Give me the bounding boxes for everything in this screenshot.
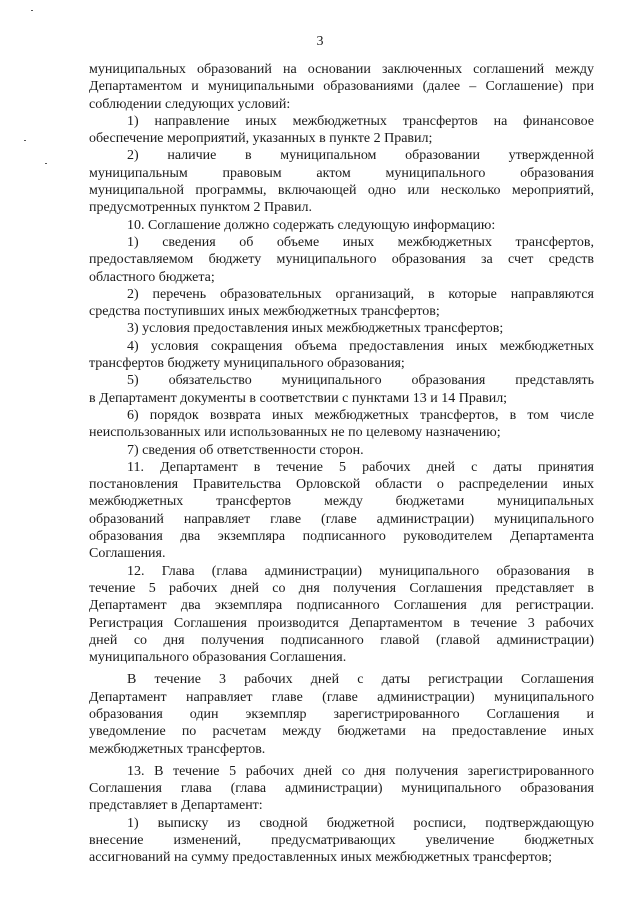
text-line: дней со дня получения подписанного главой (главой администрации) [89,632,594,648]
text-line: течение 5 рабочих дней со дня получения Соглашения представляет в [89,580,594,596]
text-line: постановления Правительства Орловской области о распределении иных [89,477,594,493]
text-line: 4) условия сокращения объема предоставления иных межбюджетных [127,338,594,354]
text-line: 1) сведения об объеме иных межбюджетных трансфертов, [127,234,594,250]
text-line: межбюджетных трансфертов. [89,741,266,757]
paragraph [89,113,594,148]
text-line: В течение 3 рабочих дней с даты регистрации Соглашения [127,672,594,688]
text-line: 7) сведения об ответственности сторон. [127,442,364,458]
paragraph [89,372,594,407]
text-line: трансфертов бюджету муниципального образования; [89,356,405,372]
text-line: внесение изменений, предусматривающих увеличение бюджетных [89,833,594,849]
paragraph [89,815,594,867]
paragraph [89,286,594,321]
paragraph [89,338,594,373]
text-line: 12. Глава (глава администрации) муниципального образования в [127,563,594,579]
text-line: 2) наличие в муниципальном образовании утвержденной [127,148,594,164]
text-line: образования один экземпляр зарегистрированного Соглашения и [89,706,594,722]
text-line: Регистрация Соглашения производится Департаментом в течение 3 рабочих [89,615,594,631]
scan-mark [24,140,26,141]
text-line: обеспечение мероприятий, указанных в пункте 2 Правил; [89,131,433,147]
paragraph [89,671,594,757]
paragraph [89,563,594,667]
text-line: предусмотренных пунктом 2 Правил. [89,200,312,216]
text-line: 1) направление иных межбюджетных трансфертов на финансовое [127,113,594,129]
text-line: ассигнований на сумму предоставленных иных межбюджетных трансфертов; [89,850,553,866]
text-line: 6) порядок возврата иных межбюджетных трансфертов, в том числе [127,407,594,423]
text-line: муниципального образования Соглашения. [89,650,347,666]
text-line: 1) выписку из сводной бюджетной росписи, подтверждающую [127,815,594,831]
text-line: 2) перечень образовательных организаций, в которые направляются [127,286,594,302]
text-line: 13. В течение 5 рабочих дней со дня получения зарегистрированного [127,763,594,779]
text-line: предоставляемом бюджету муниципального образования за счет средств [89,252,594,268]
text-line: Департаментом и муниципальными образованиями (далее – Соглашение) при [89,79,594,95]
paragraph [89,442,594,459]
paragraph [89,407,594,442]
text-line: межбюджетных трансфертов между бюджетами муниципальных [89,494,594,510]
text-line: муниципальным правовым актом муниципального образования [89,165,594,181]
text-line: соблюдении следующих условий: [89,96,291,112]
text-line: муниципальной программы, включающей одно или несколько мероприятий, [89,183,594,199]
text-line: 3) условия предоставления иных межбюджетных трансфертов; [127,321,504,337]
text-line: неиспользованных или использованных не по целевому назначению; [89,425,501,441]
text-line: уведомление по расчетам между бюджетами на предоставление иных [89,724,594,740]
document-body [89,61,594,867]
text-line: образования два экземпляра подписанного руководителем Департамента [89,529,594,545]
text-line: образований направляет главе (главе администрации) муниципального [89,511,594,527]
scan-mark [31,10,33,11]
paragraph [89,147,594,216]
paragraph [89,61,594,113]
text-line: Департамент направляет главе (главе администрации) муниципального [89,689,594,705]
text-line: в Департамент документы в соответствии с пунктами 13 и 14 Правил; [89,390,508,406]
text-line: 10. Соглашение должно содержать следующую информацию: [127,217,496,233]
paragraph [89,217,594,234]
text-line: Соглашения глава (глава администрации) муниципального образования [89,781,594,797]
page-number: 3 [316,34,324,49]
scan-mark [45,163,47,164]
paragraph [89,459,594,563]
text-line: средства поступивших иных межбюджетных трансфертов; [89,304,440,320]
text-line: Департамент два экземпляра подписанного Соглашения для регистрации. [89,598,594,614]
text-line: 5) обязательство муниципального образования представлять [127,373,594,389]
paragraph [89,320,594,337]
text-line: представляет в Департамент: [89,798,263,814]
paragraph [89,763,594,815]
paragraph [89,234,594,286]
text-line: областного бюджета; [89,269,215,285]
text-line: 11. Департамент в течение 5 рабочих дней с даты принятия [127,459,594,475]
text-line: муниципальных образований на основании заключенных соглашений между [89,62,594,77]
text-line: Соглашения. [89,546,166,562]
